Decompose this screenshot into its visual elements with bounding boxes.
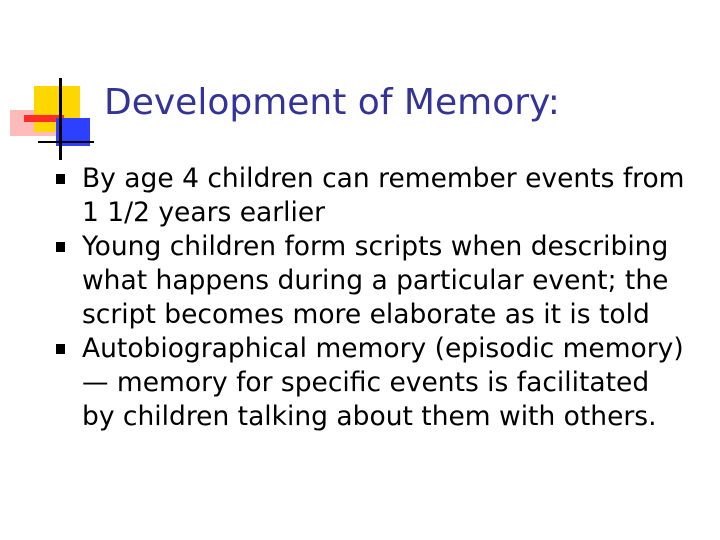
slide-title: Development of Memory: (104, 82, 560, 123)
bullet-text: Autobiographical memory (episodic memory) — memory for specific events is facilitated by children talking about them with others. (82, 333, 684, 432)
logo-vertical-line (59, 78, 62, 160)
bullet-text: By age 4 children can remember events from 1 1/2 years earlier (82, 163, 685, 228)
square-bullet-icon (56, 174, 65, 184)
logo-horizontal-line (38, 141, 94, 143)
square-bullet-icon (56, 242, 65, 252)
square-bullet-icon (56, 344, 65, 354)
bullet-item (56, 162, 686, 230)
decorative-logo (0, 0, 110, 170)
bullet-list (56, 162, 686, 434)
bullet-item (56, 332, 686, 434)
bullet-item (56, 230, 686, 332)
bullet-text: Young children form scripts when describing what happens during a particular event; the script becomes more elaborate as it is told (82, 231, 669, 330)
